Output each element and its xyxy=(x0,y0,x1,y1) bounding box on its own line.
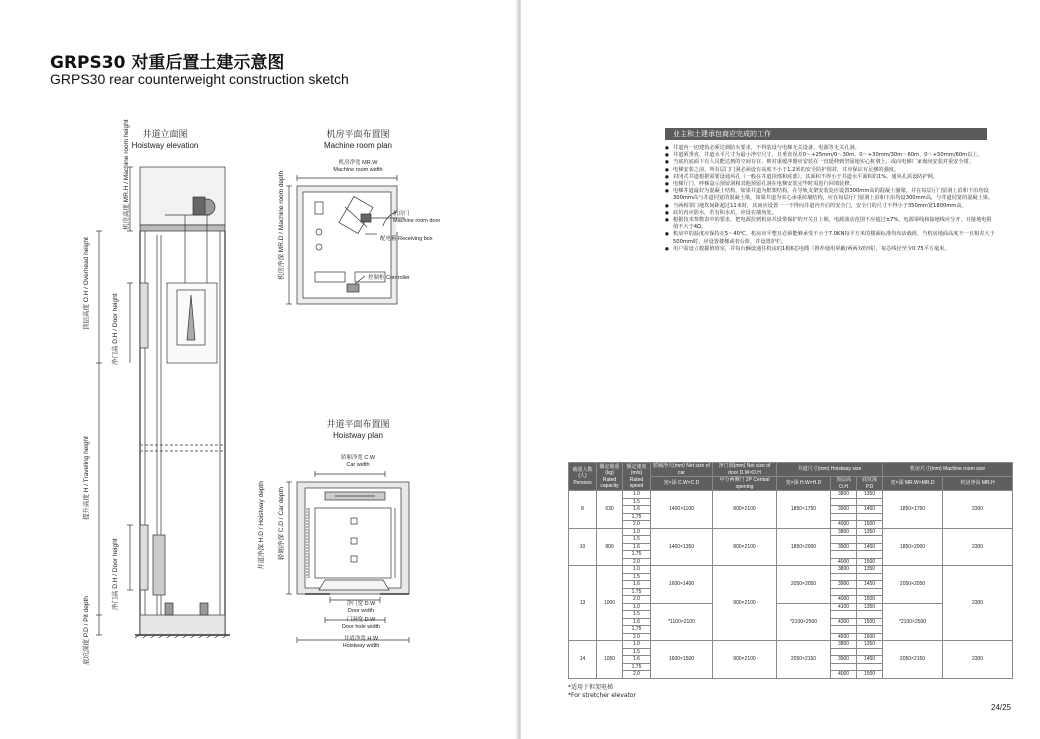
cell-mrh: 2300 xyxy=(943,641,1013,679)
receiving-box-label: 配电箱 Receiving box xyxy=(380,236,433,242)
label-t-h: 提升高度 H / Traveling height xyxy=(83,436,90,520)
cell-oh: 3800 xyxy=(831,641,857,649)
cell-pd xyxy=(857,626,883,634)
cell-hoistway: 1850×1750 xyxy=(777,491,831,529)
cell-speed: 1.6 xyxy=(623,656,651,664)
requirement-item: ● 井道内一切建筑必须达到防火要求，不得装设与电梯无关设备、电源等无关孔洞。 xyxy=(665,145,995,152)
label-o-h: 顶层高度 O.H / Overhead height xyxy=(83,237,90,330)
th-mrh-sub: 机房净高 MR.H xyxy=(943,477,1013,491)
door-w-cn: 净门宽 D.W xyxy=(346,601,376,607)
door-hole-label xyxy=(331,617,391,630)
label-p-d: 底坑深度 P.D / Pit depth xyxy=(83,596,90,665)
page-title-cn: GRPS30 对重后置土建示意图 xyxy=(50,53,285,73)
cell-mr: 1850×1750 xyxy=(883,491,943,529)
h-w-cn: 井道净宽 H.W xyxy=(343,636,379,642)
page-title-en: GRPS30 rear counterweight construction sketch xyxy=(50,71,349,87)
cell-capacity: 800 xyxy=(597,528,623,566)
cell-persons: 13 xyxy=(569,566,597,641)
table-row xyxy=(569,641,1013,649)
cell-pd: 1450 xyxy=(857,656,883,664)
cell-speed: 1.5 xyxy=(623,498,651,506)
table-row xyxy=(569,566,1013,574)
cell-speed: 1.75 xyxy=(623,626,651,634)
cell-hoistway: *2100×2500 xyxy=(777,603,831,641)
mr-door-cn: 机房门 xyxy=(393,211,410,217)
cell-oh: 4000 xyxy=(831,521,857,529)
th-machine: 机房尺寸(mm) Machine room size xyxy=(883,463,1013,477)
cell-door: 900×2100 xyxy=(713,566,777,641)
cell-pd: 1500 xyxy=(857,671,883,679)
cell-door: 900×2100 xyxy=(713,641,777,679)
cell-oh xyxy=(831,551,857,559)
cell-oh: 4000 xyxy=(831,558,857,566)
th-pd-sub: 底坑深 P.D xyxy=(857,477,883,491)
h-w-en: Hoistway width xyxy=(342,642,380,649)
cell-oh xyxy=(831,648,857,656)
machine-room-plan-drawing xyxy=(285,172,435,317)
cell-mr: 2050×2150 xyxy=(883,641,943,679)
cell-pd: 1500 xyxy=(857,618,883,626)
cell-pd xyxy=(857,648,883,656)
cell-speed: 1.75 xyxy=(623,588,651,596)
requirement-item: ● 井道须垂直，井道水平尺寸为最小净空尺寸，且垂直误差0～+25mm/0～30m、0～+30mm/30m～60m、0～+50mm/60m以上。 xyxy=(665,152,995,159)
cell-oh xyxy=(831,588,857,596)
h-d-label: 井道净深 H.D / Hoistway depth xyxy=(258,481,265,570)
cell-mr: 2050×2050 xyxy=(883,566,943,604)
cell-oh: 3800 xyxy=(831,566,857,574)
th-car-sub: 宽×深 C.W×C.D xyxy=(651,477,713,491)
cell-oh: 3900 xyxy=(831,656,857,664)
th-hw-sub: 宽×深 H.W×H.D xyxy=(777,477,831,491)
cell-pd: 1350 xyxy=(857,491,883,499)
door-w-en: Door width xyxy=(347,607,375,614)
cell-pd xyxy=(857,498,883,506)
cell-speed: 2.0 xyxy=(623,671,651,679)
cell-speed: 2.0 xyxy=(623,521,651,529)
cell-oh: 3800 xyxy=(831,528,857,536)
cell-pd: 1350 xyxy=(857,566,883,574)
cell-mrh: 2300 xyxy=(943,528,1013,566)
cell-speed: 1.75 xyxy=(623,551,651,559)
cell-speed: 1.6 xyxy=(623,618,651,626)
car-w-label xyxy=(330,455,386,468)
th-door-sub: 中分两侧门 2P Central opening xyxy=(713,477,777,491)
cell-oh: 3900 xyxy=(831,581,857,589)
label-d-h-2: 净门高 D.H / Door height xyxy=(112,538,119,610)
requirement-item: ● 当两相邻门地坎间距超过11米时，其间应设置一一不得向井道内开启的安全门，安全门的尺寸不得小于350mm宽1800mm高。 xyxy=(665,203,995,210)
hoistway-plan-title-en: Hoistway plan xyxy=(333,431,383,440)
cell-mrh: 2300 xyxy=(943,566,1013,641)
cell-oh xyxy=(831,611,857,619)
cell-mrh: 2300 xyxy=(943,491,1013,529)
cell-pd: 1350 xyxy=(857,603,883,611)
mr-w-en: Machine room width xyxy=(333,166,383,173)
cell-speed: 1.6 xyxy=(623,506,651,514)
mr-door-en: Machine room door xyxy=(393,217,441,224)
note-en: *For stretcher elevator xyxy=(568,692,637,699)
cell-car: 1600×1500 xyxy=(651,641,713,679)
cell-speed: 1.75 xyxy=(623,663,651,671)
cell-pd: 1450 xyxy=(857,581,883,589)
th-speed: 额定速度(m/s) Rated speed xyxy=(623,463,651,491)
th-door: 净门洞(mm) Net size of door D.W×D.H xyxy=(713,463,777,477)
cell-speed: 1.0 xyxy=(623,641,651,649)
machine-room-caption xyxy=(318,130,398,151)
cell-pd xyxy=(857,588,883,596)
h-w-label xyxy=(328,636,394,649)
mr-d-label: 机房净深 MR.D / Machine room depth xyxy=(278,170,285,280)
cell-pd: 1500 xyxy=(857,521,883,529)
cell-oh xyxy=(831,573,857,581)
cell-speed: 1.6 xyxy=(623,581,651,589)
cell-pd xyxy=(857,663,883,671)
th-mr-sub: 宽×深 MR.W×MR.D xyxy=(883,477,943,491)
cell-pd: 1350 xyxy=(857,641,883,649)
cell-car: *1100×2100 xyxy=(651,603,713,641)
cell-speed: 1.6 xyxy=(623,543,651,551)
requirements-list xyxy=(665,145,995,253)
cell-speed: 1.0 xyxy=(623,528,651,536)
right-page xyxy=(521,0,1040,739)
cell-speed: 2.0 xyxy=(623,633,651,641)
cell-pd: 1500 xyxy=(857,558,883,566)
cell-pd: 1500 xyxy=(857,596,883,604)
cell-speed: 1.75 xyxy=(623,513,651,521)
cell-pd: 1350 xyxy=(857,528,883,536)
mr-door-label xyxy=(393,211,440,224)
elevation-title-cn: 井道立面图 xyxy=(142,130,188,140)
requirement-item: ● 底坑内应防水，若有积水坑，应设在墙角处。 xyxy=(665,210,995,217)
cell-mr: 1850×2000 xyxy=(883,528,943,566)
spec-table-body xyxy=(569,491,1013,679)
cell-hoistway: 2050×2050 xyxy=(777,566,831,604)
cell-oh: 3800 xyxy=(831,491,857,499)
cell-oh: 4100 xyxy=(831,603,857,611)
hoistway-plan-title-cn: 井道平面布置图 xyxy=(326,420,390,430)
car-w-en: Car width xyxy=(346,461,370,468)
cell-capacity: 1050 xyxy=(597,641,623,679)
cell-car: 1400×1100 xyxy=(651,491,713,529)
th-persons: 载重人数(人) Persons xyxy=(569,463,597,491)
table-row xyxy=(569,528,1013,536)
cell-oh: 3900 xyxy=(831,543,857,551)
cell-pd: 1450 xyxy=(857,506,883,514)
cell-oh xyxy=(831,536,857,544)
cell-oh xyxy=(831,626,857,634)
cell-oh: 3900 xyxy=(831,506,857,514)
door-w-label xyxy=(336,601,386,614)
label-d-h: 净门高 D.H / Door height xyxy=(112,293,119,365)
cell-hoistway: 1850×2000 xyxy=(777,528,831,566)
cell-speed: 1.5 xyxy=(623,536,651,544)
cell-oh: 4300 xyxy=(831,618,857,626)
cell-speed: 1.0 xyxy=(623,491,651,499)
cell-door: 800×2100 xyxy=(713,491,777,529)
car-w-cn: 轿厢净宽 C.W xyxy=(340,455,376,461)
cell-oh xyxy=(831,498,857,506)
cell-oh: 4000 xyxy=(831,671,857,679)
cell-persons: 8 xyxy=(569,491,597,529)
label-mr-h: 机房高度 MR.H / Machine room height xyxy=(123,119,130,230)
door-hole-en: Door hole width xyxy=(341,623,381,630)
elevation-caption xyxy=(125,130,205,151)
cell-capacity: 630 xyxy=(597,491,623,529)
requirement-item: ● 用户需设立救援值班室，并每台辆设通往机房的1根6芯电缆（推荐使用屏蔽/两两双绞线），每芯线径至少0.75平方毫米。 xyxy=(665,246,995,253)
cell-capacity: 1000 xyxy=(597,566,623,641)
machine-room-section xyxy=(140,167,225,225)
th-capacity: 额定载重(kg) Rated capacity xyxy=(597,463,623,491)
th-car: 轿厢净尺(mm) Net size of car xyxy=(651,463,713,477)
controller-label: 控制柜 Controller xyxy=(368,275,410,281)
page-number: 24/25 xyxy=(991,703,1012,712)
cell-pd xyxy=(857,611,883,619)
door-hole-cn: 门洞宽 D.W xyxy=(346,617,376,623)
requirements-header: 业主和土建承包商应完成的工作 xyxy=(665,128,987,140)
requirement-item: ● 根据技术参数表中的要求，把电源拉到机房并设带保护的开关且上锁，电源波动范围不应超过±7%，电源零线和接地线应分开，且接地电阻值不大于4Ω。 xyxy=(665,217,995,231)
cell-pd xyxy=(857,536,883,544)
cell-speed: 2.0 xyxy=(623,558,651,566)
left-page xyxy=(0,0,517,739)
requirement-item: ● 电梯厅门、呼梯盒示预留洞和其他预留孔洞在电梯安装完毕时需进行回填装修。 xyxy=(665,181,995,188)
th-hoistway: 井道尺寸(mm) Hoistway size xyxy=(777,463,883,477)
cell-oh xyxy=(831,513,857,521)
cell-pd xyxy=(857,513,883,521)
requirement-item: ● 电梯井道最好为混凝土结构，如果井道为框架结构，在导轨支架安装处应设置300mm高的混凝土圈梁，并在每层厅门留洞上沿和下沿均设300mm高与井道同宽的混凝土梁，如果井道为实心承重砖墙结构，应在每层厅门留洞上沿和下沿均设300mm高，与井道同宽的混凝土梁。 xyxy=(665,188,995,202)
cell-car: 1400×1350 xyxy=(651,528,713,566)
cell-speed: 1.0 xyxy=(623,566,651,574)
cell-mr: *2100×2500 xyxy=(883,603,943,641)
cell-speed: 1.5 xyxy=(623,573,651,581)
cell-speed: 1.5 xyxy=(623,648,651,656)
cell-persons: 10 xyxy=(569,528,597,566)
cell-pd: 1450 xyxy=(857,543,883,551)
machine-room-title-cn: 机房平面布置图 xyxy=(326,130,390,140)
requirement-item: ● 电梯安装之前，所有层门门洞必须设有高度不小于1.2米的安全防护围封，并应保证有足够的强度。 xyxy=(665,167,995,174)
cell-speed: 2.0 xyxy=(623,596,651,604)
elevation-title-en: Hoistway elevation xyxy=(131,141,199,150)
requirement-item: ● 机房中的温度应保持在5～40℃，机房应平整且必须能够承受不小于7.0KN每平方米的楼面标准均布活载荷，当机房地面高度不一且相差大于500mm时，应设置楼梯或者台阶，并设置护栏。 xyxy=(665,231,995,245)
cell-door: 800×2100 xyxy=(713,528,777,566)
cell-car: 1600×1400 xyxy=(651,566,713,604)
cell-oh: 4000 xyxy=(831,596,857,604)
note-cn: *适用于担架电梯 xyxy=(568,684,614,691)
cell-oh xyxy=(831,663,857,671)
cell-speed: 1.0 xyxy=(623,603,651,611)
requirement-item: ● 当底坑底面下有人员能达到的空间存在，则对重缓冲器应安装在一直延伸到坚固地实心桩墩上，或向电梯厂家询问安装对重安全钳。 xyxy=(665,159,995,166)
requirement-item: ● 封闭式井道根据需要设通风孔（一般在井道顶部和底部），其面积不得小于井道水平面积的1%，通风孔需设防护网。 xyxy=(665,174,995,181)
spec-table xyxy=(568,462,1013,679)
table-row xyxy=(569,491,1013,499)
cell-persons: 14 xyxy=(569,641,597,679)
machine-room-title-en: Machine room plan xyxy=(323,141,393,150)
cell-speed: 1.5 xyxy=(623,611,651,619)
th-oh-sub: 顶层高 O.H xyxy=(831,477,857,491)
cell-oh: 4500 xyxy=(831,633,857,641)
cell-pd xyxy=(857,551,883,559)
mr-w-cn: 机房净宽 MR.W xyxy=(338,160,378,166)
c-d-label: 轿厢净深 C.D / Car depth xyxy=(278,487,285,560)
hoistway-plan-caption xyxy=(318,420,398,441)
cell-pd xyxy=(857,573,883,581)
cell-hoistway: 2050×2150 xyxy=(777,641,831,679)
cell-pd: 1600 xyxy=(857,633,883,641)
